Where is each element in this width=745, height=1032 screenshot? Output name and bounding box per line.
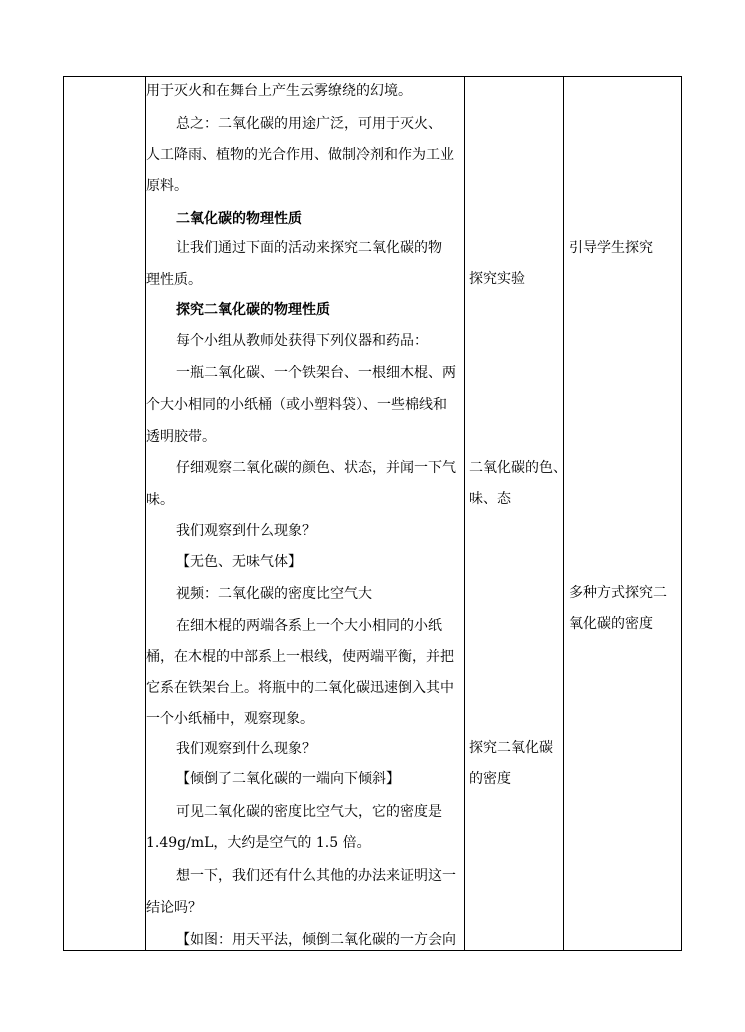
content-line: 视频：二氧化碳的密度比空气大	[176, 586, 372, 602]
content-line: 总之：二氧化碳的用途广泛，可用于灭火、	[176, 116, 442, 132]
design-intent-cell: 多种方式探究二	[569, 585, 667, 601]
student-activity-cell: 味、态	[469, 491, 511, 507]
content-line: 透明胶带。	[146, 429, 216, 445]
teaching-content-column	[146, 77, 462, 951]
content-line: 【如图：用天平法，倾倒二氧化碳的一方会向	[176, 932, 456, 948]
content-line: 它系在铁架台上。将瓶中的二氧化碳迅速倒入其中	[146, 680, 454, 696]
content-line: 我们观察到什么现象？	[176, 741, 316, 757]
student-activity-cell: 探究二氧化碳	[469, 740, 553, 756]
content-line: 我们观察到什么现象？	[176, 523, 316, 539]
column-divider-2	[464, 76, 465, 951]
content-line: 在细木棍的两端各系上一个大小相同的小纸	[176, 618, 442, 634]
content-line: 1.49g/mL，大约是空气的 1.5 倍。	[146, 835, 371, 851]
content-line: 个大小相同的小纸桶（或小塑料袋）、一些棉线和	[146, 397, 447, 413]
content-line: 桶，在木棍的中部系上一根线，使两端平衡，并把	[146, 649, 454, 665]
design-intent-cell: 引导学生探究	[569, 240, 653, 256]
content-line: 【倾倒了二氧化碳的一端向下倾斜】	[176, 771, 400, 787]
section-heading: 探究二氧化碳的物理性质	[176, 302, 330, 318]
content-line: 想一下，我们还有什么其他的办法来证明这一	[176, 868, 456, 884]
content-line: 可见二氧化碳的密度比空气大，它的密度是	[176, 804, 442, 820]
table-right-border	[681, 76, 682, 951]
section-heading: 二氧化碳的物理性质	[176, 211, 302, 227]
content-line: 让我们通过下面的活动来探究二氧化碳的物	[176, 240, 442, 256]
content-line: 仔细观察二氧化碳的颜色、状态，并闻一下气	[176, 460, 456, 476]
student-activity-cell: 的密度	[469, 771, 511, 787]
content-line: 【无色、无味气体】	[176, 554, 302, 570]
content-line: 人工降雨、植物的光合作用、做制冷剂和作为工业	[146, 147, 454, 163]
content-line: 一瓶二氧化碳、一个铁架台、一根细木棍、两	[176, 365, 456, 381]
content-line: 结论吗？	[146, 900, 202, 916]
table-left-border	[63, 76, 64, 951]
content-line: 理性质。	[146, 272, 202, 288]
content-line: 用于灭火和在舞台上产生云雾缭绕的幻境。	[146, 83, 412, 99]
student-activity-cell: 探究实验	[469, 271, 525, 287]
design-intent-cell: 氧化碳的密度	[569, 616, 653, 632]
column-divider-3	[563, 76, 564, 951]
content-line: 一个小纸桶中，观察现象。	[146, 711, 314, 727]
content-line: 味。	[146, 492, 174, 508]
content-line: 每个小组从教师处获得下列仪器和药品：	[176, 333, 428, 349]
student-activity-cell: 二氧化碳的色、	[469, 460, 567, 476]
content-line: 原料。	[146, 178, 188, 194]
